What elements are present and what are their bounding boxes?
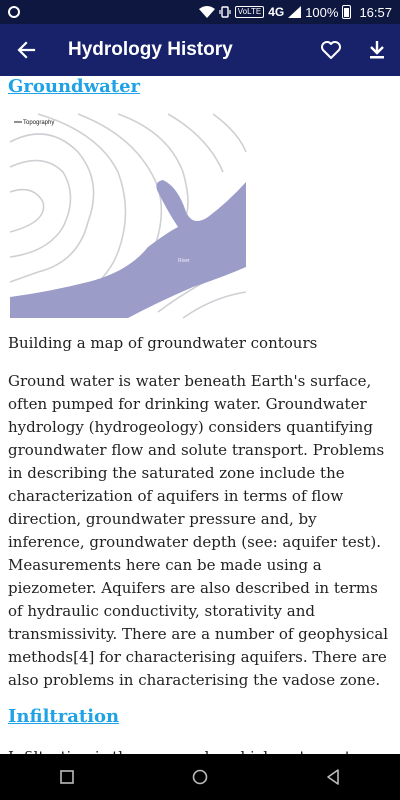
status-bar	[0, 0, 400, 24]
section-heading-groundwater[interactable]: Groundwater	[8, 76, 141, 97]
section-heading-infiltration[interactable]: Infiltration	[8, 706, 120, 727]
app-bar	[0, 24, 400, 76]
arrow-left-icon	[16, 40, 36, 60]
circle-icon	[192, 769, 208, 785]
heart-outline-icon	[320, 40, 342, 60]
battery-icon	[342, 5, 351, 19]
favorite-button[interactable]	[308, 24, 354, 76]
volte-badge: VoLTE	[235, 6, 264, 18]
groundwater-contour-figure	[8, 112, 248, 318]
download-icon	[368, 40, 386, 60]
network-type: 4G	[268, 5, 285, 19]
notification-circle-icon	[8, 6, 20, 18]
contour-map-image	[8, 112, 248, 318]
figure-legend-label: Topography	[23, 120, 55, 126]
clock: 16:57	[359, 4, 392, 20]
figure-river-label: River	[178, 258, 190, 264]
system-nav-bar	[0, 754, 400, 800]
home-button[interactable]	[170, 754, 230, 800]
square-icon	[60, 770, 74, 784]
back-button[interactable]	[0, 24, 52, 76]
wifi-icon	[199, 6, 215, 18]
article-content	[0, 76, 400, 754]
battery-percent: 100%	[305, 4, 339, 20]
figure-caption: Building a map of groundwater contours	[8, 334, 318, 352]
paragraph-groundwater: Ground water is water beneath Earth's surface, often pumped for drinking water. Groundwater hydrology (hydrogeology) considers quantifying groundwater flow and solute transport. Problems in describing the saturated zone include the characterization of aquifers in terms of flow direction, groundwater pressure and, by inference, groundwater depth (see: aquifer test). Measurements here can be made using a piezometer. Aquifers are also described in terms of hydraulic conductivity, storativity and transmissivity. There are a number of geophysical methods[4] for characterising aquifers. There are also problems in characterising the vadose zone.	[8, 372, 389, 689]
vibrate-icon	[219, 6, 231, 18]
page-title: Hydrology History	[68, 39, 233, 60]
download-button[interactable]	[354, 24, 400, 76]
signal-icon	[288, 6, 301, 18]
back-nav-button[interactable]	[303, 754, 363, 800]
recents-button[interactable]	[37, 754, 97, 800]
triangle-back-icon	[326, 769, 340, 785]
